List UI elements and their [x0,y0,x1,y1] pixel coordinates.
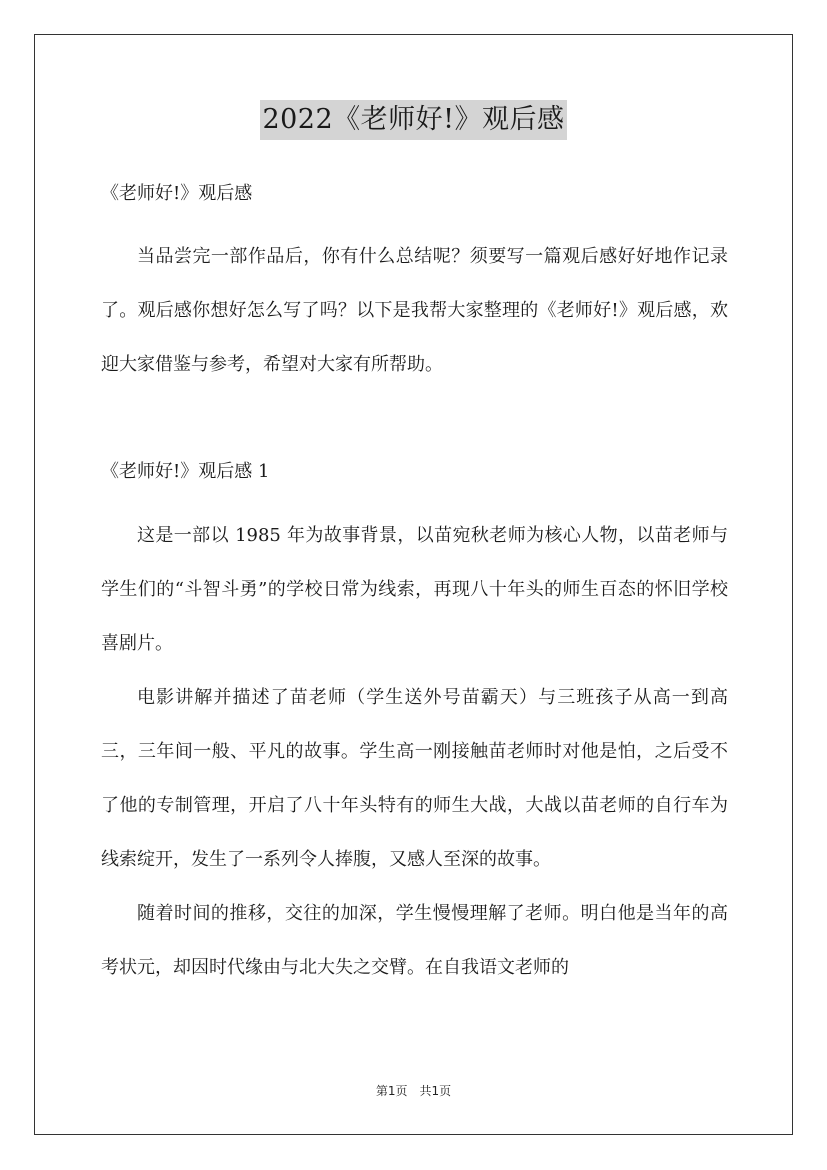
body-paragraph-1: 这是一部以 1985 年为故事背景，以苗宛秋老师为核心人物，以苗老师与学生们的“斗智斗勇”的学校日常为线索，再现八十年头的师生百态的怀旧学校喜剧片。 [101,525,728,654]
spacer [101,212,728,230]
body-paragraph-3: 随着时间的推移，交往的加深，学生慢慢理解了老师。明白他是当年的高考状元，却因时代缘由与北大失之交臂。在自我语文老师的 [101,903,728,978]
spacer [101,490,728,509]
page-number-footer: 第1页 共1页 [375,1084,452,1098]
document-body [101,176,728,995]
intro-paragraph: 当品尝完一部作品后，你有什么总结呢？须要写一篇观后感好好地作记录了。观后感你想好怎么写了吗？以下是我帮大家整理的《老师好!》观后感，欢迎大家借鉴与参考，希望对大家有所帮助。 [101,246,728,375]
title-container [0,100,827,140]
spacer [101,392,728,454]
document-title: 2022《老师好!》观后感 [260,100,566,140]
document-subtitle: 《老师好!》观后感 [101,183,253,204]
section-heading: 《老师好!》观后感 1 [101,461,270,482]
body-paragraph-2: 电影讲解并描述了苗老师（学生送外号苗霸天）与三班孩子从高一到高三，三年间一般、平凡的故事。学生高一刚接触苗老师时对他是怕，之后受不了他的专制管理，开启了八十年头特有的师生大战，大战以苗老师的自行车为线索绽开，发生了一系列令人捧腹，又感人至深的故事。 [101,687,728,870]
